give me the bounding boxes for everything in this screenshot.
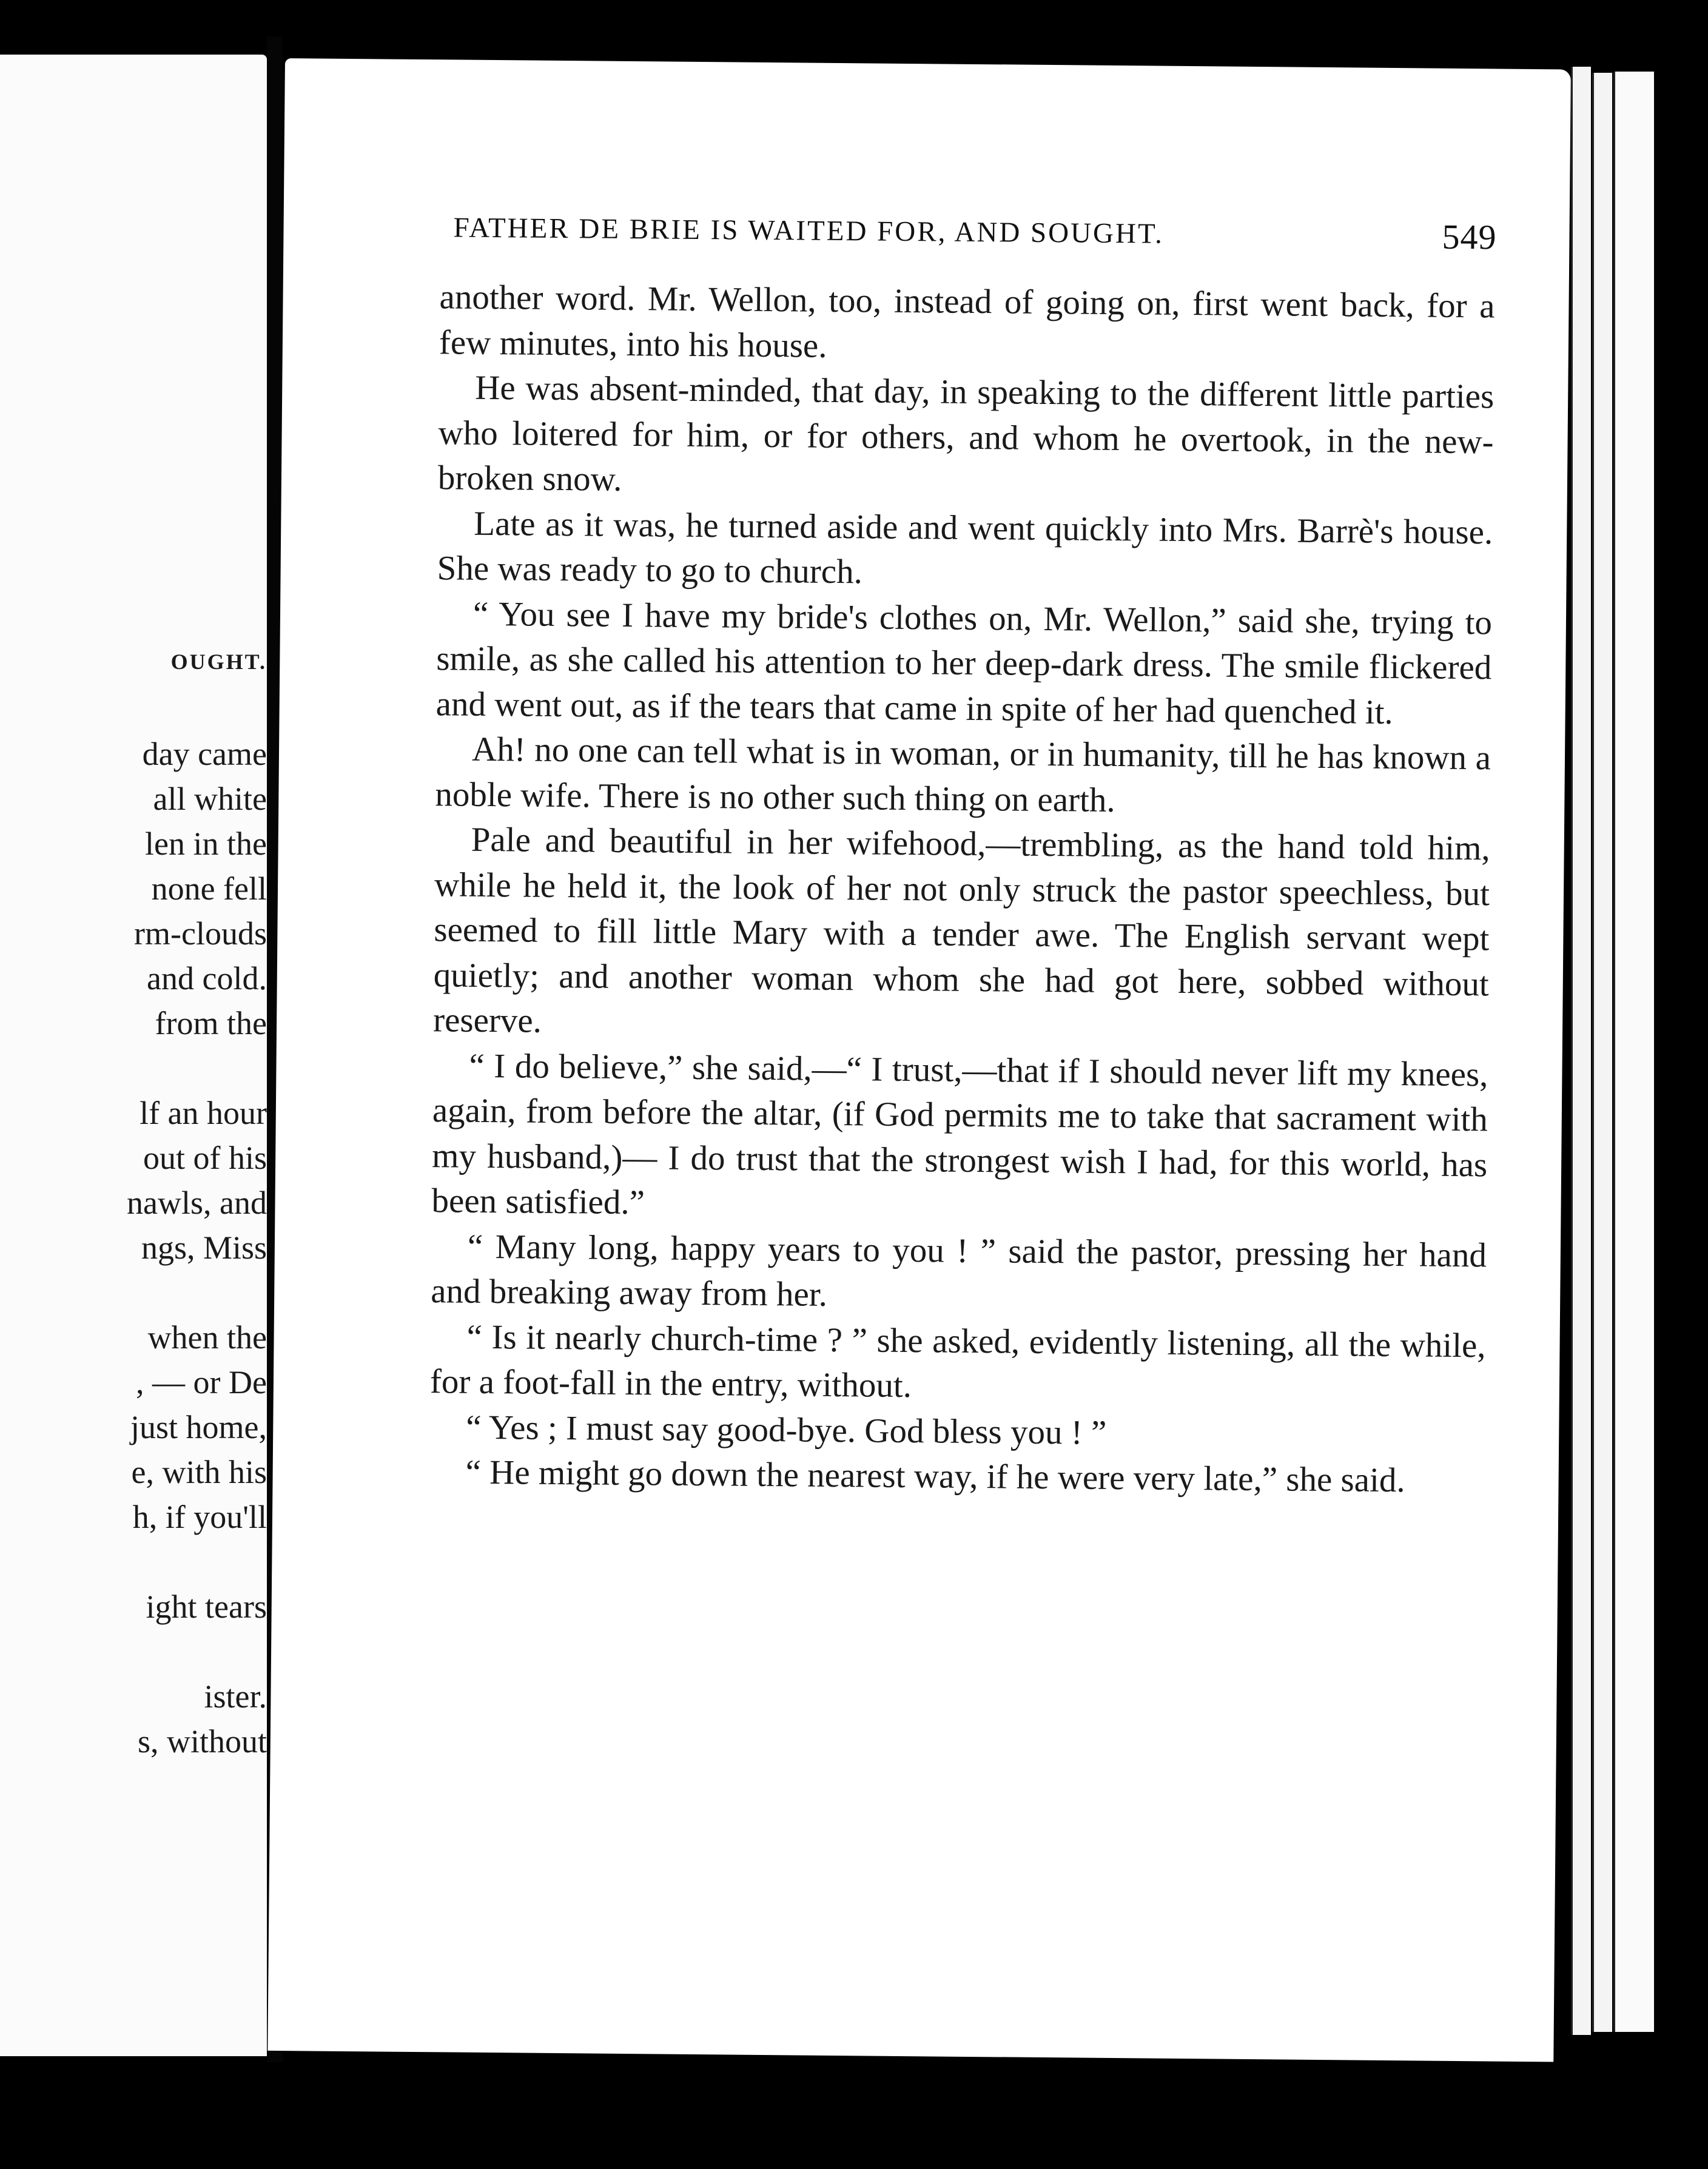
left-page-line: ister. (204, 1678, 267, 1715)
left-facing-page (0, 55, 267, 2056)
paragraph: “ I do believe,” she said,—“ I trust,—that if I should never lift my knees, again, from before the altar, (if God permits me to take that sacrament with my husband,)— I do trust that the strongest wish I had, for this world, has been satisfied.” (431, 1046, 1488, 1222)
paragraph: another word. Mr. Wellon, too, instead of going on, first went back, for a few minutes, into his house. (439, 278, 1495, 365)
paragraph: He was absent-minded, that day, in speaking to the different little parties who loitered for him, or for others, and whom he overtook, in the new-broken snow. (437, 368, 1494, 499)
page-edge (1571, 67, 1591, 2035)
left-page-line: h, if you'll (132, 1499, 267, 1535)
paragraph: “ Many long, happy years to you ! ” said the pastor, pressing her hand and breaking away from her. (430, 1227, 1487, 1314)
body-text (429, 275, 1494, 1504)
left-page-line: len in the (145, 826, 267, 862)
left-page-line: when the (147, 1319, 267, 1356)
left-page-line: e, with his (131, 1454, 267, 1490)
left-page-line: none fell (151, 870, 267, 907)
page-edge (1592, 73, 1612, 2032)
left-page-line: rm-clouds (134, 915, 267, 952)
left-page-running-head-fragment: OUGHT. (170, 650, 267, 674)
left-page-line: nawls, and (127, 1185, 267, 1221)
left-page-line: and cold. (147, 960, 267, 997)
right-page (267, 58, 1571, 2062)
left-page-line: from the (155, 1005, 267, 1041)
left-page-line: lf an hour (140, 1095, 267, 1131)
paragraph: “ Yes ; I must say good-bye. God bless you ! ” (466, 1408, 1107, 1452)
page-number: 549 (1442, 217, 1497, 257)
running-head-title: FATHER DE BRIE IS WAITED FOR, AND SOUGHT. (453, 212, 1165, 250)
left-page-line: ngs, Miss (141, 1229, 267, 1266)
paragraph: Pale and beautiful in her wifehood,—trembling, as the hand told him, while he held it, the look of her not only struck the pastor speechless, but seemed to fill little Mary with a tender awe. The English servant wept quietly; and another woman whom she had got here, sobbed without reserve. (432, 820, 1490, 1040)
left-page-line: day came (142, 736, 267, 772)
left-page-line: all white (153, 781, 267, 817)
paragraph: “ Is it nearly church-time ? ” she asked, evidently listening, all the while, for a foot-fall in the entry, without. (429, 1317, 1486, 1405)
paragraph: “ You see I have my bride's clothes on, Mr. Wellon,” said she, trying to smile, as she called his attention to her deep-dark dress. The smile flickered and went out, as if the tears that came in spite of her had quenched it. (435, 594, 1493, 731)
left-page-line: ight tears (146, 1589, 267, 1625)
left-page-line: , — or De (136, 1364, 267, 1401)
left-page-line: out of his (143, 1140, 267, 1176)
left-page-line: s, without (137, 1723, 267, 1760)
paragraph: “ He might go down the nearest way, if he were very late,” she said. (465, 1453, 1405, 1500)
running-head (453, 211, 1497, 257)
page-edge (1613, 72, 1654, 2032)
left-page-line: just home, (130, 1409, 267, 1445)
paragraph: Late as it was, he turned aside and went quickly into Mrs. Barrè's house. She was ready to go to church. (437, 504, 1493, 591)
paragraph: Ah! no one can tell what is in woman, or in humanity, till he has known a noble wife. There is no other such thing on earth. (435, 730, 1491, 819)
